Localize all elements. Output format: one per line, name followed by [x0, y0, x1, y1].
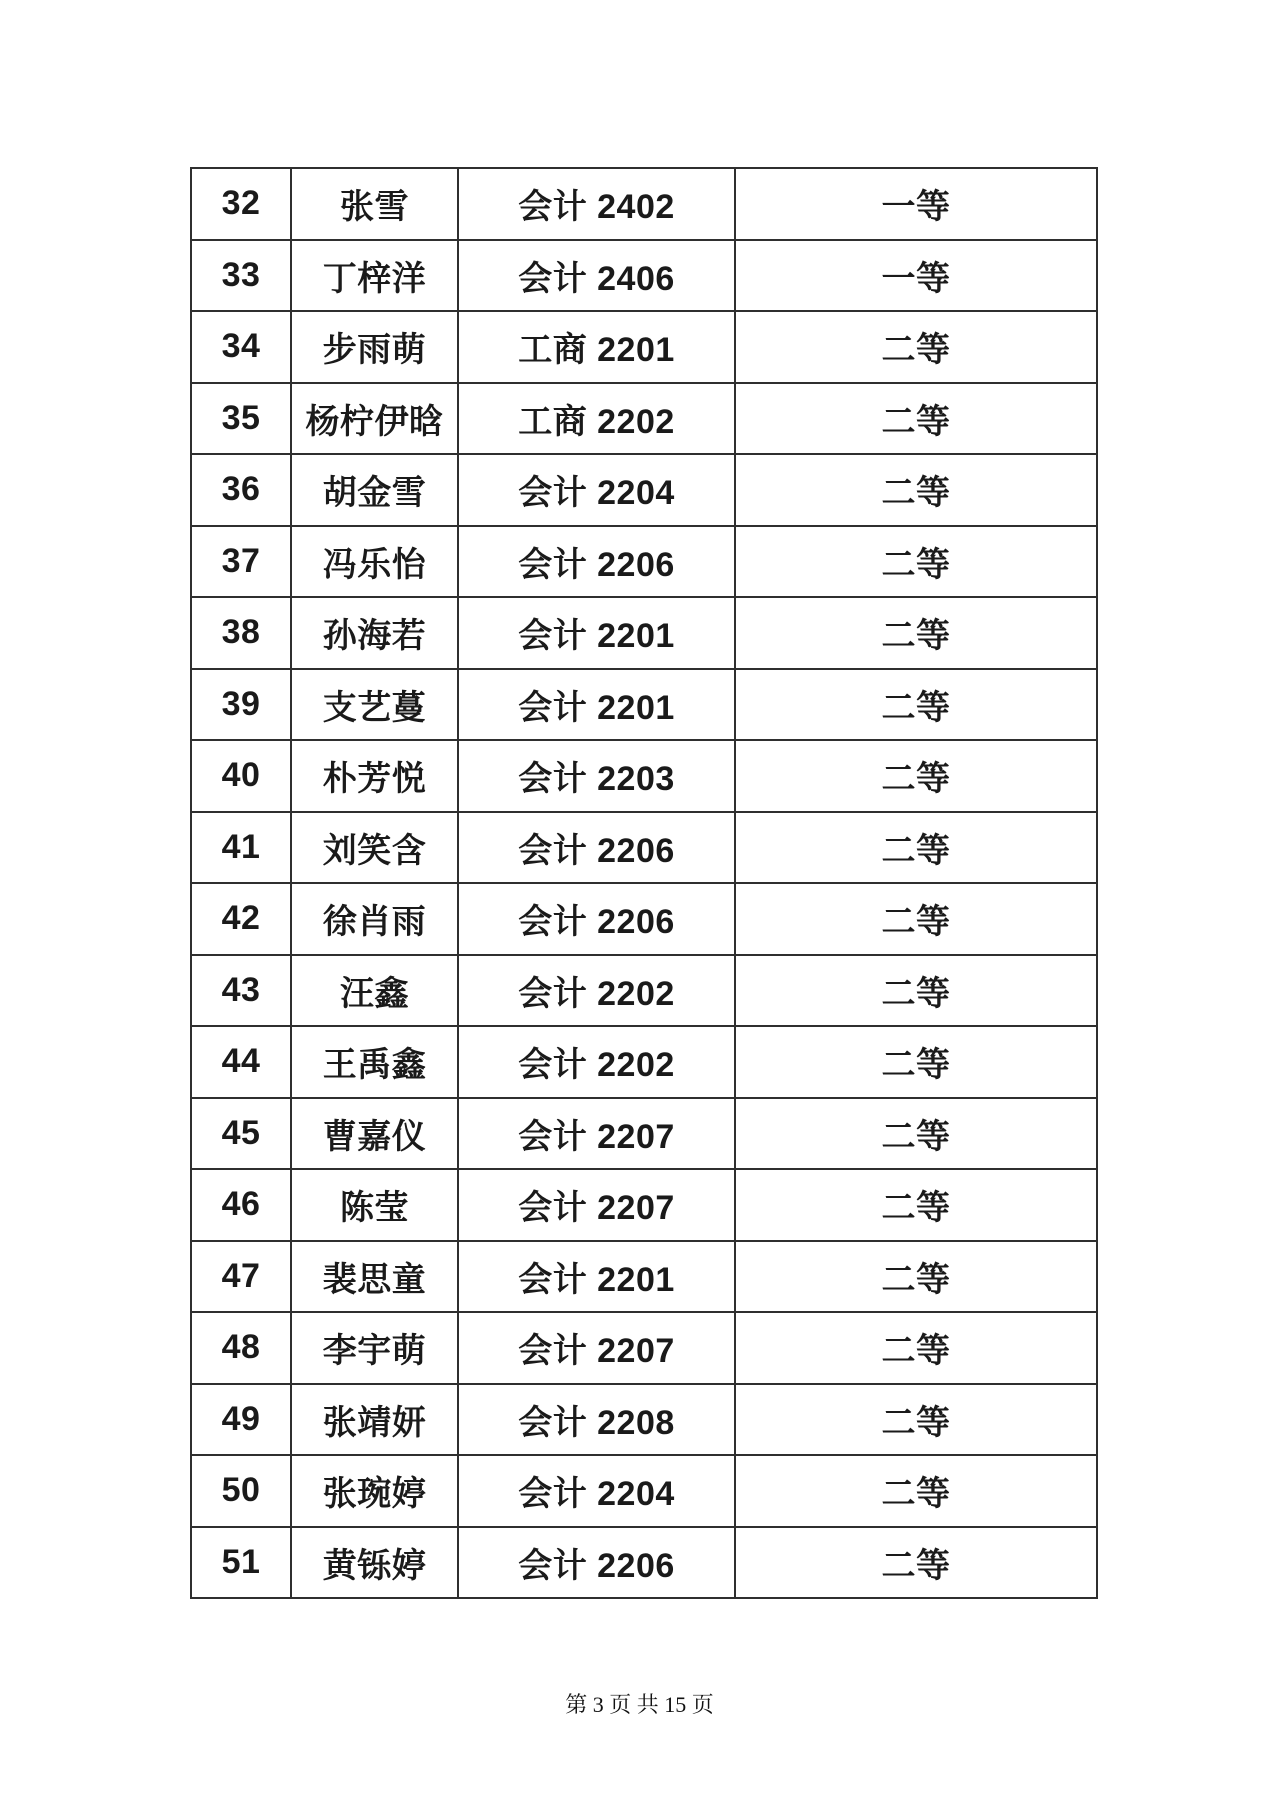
class-cell: 会计 2201: [458, 669, 735, 741]
award-cell: 二等: [735, 454, 1097, 526]
class-cell: 会计 2406: [458, 240, 735, 312]
award-table-body: [191, 168, 1097, 1598]
name-cell: 张琬婷: [291, 1455, 458, 1527]
table-row: [191, 669, 1097, 741]
row-number-cell: 45: [191, 1098, 291, 1170]
award-table: [190, 167, 1098, 1599]
award-cell: 二等: [735, 1098, 1097, 1170]
class-cell: 会计 2201: [458, 1241, 735, 1313]
award-cell: 二等: [735, 1527, 1097, 1599]
table-row: [191, 1312, 1097, 1384]
award-cell: 二等: [735, 740, 1097, 812]
row-number-cell: 42: [191, 883, 291, 955]
name-cell: 丁梓洋: [291, 240, 458, 312]
name-cell: 胡金雪: [291, 454, 458, 526]
table-row: [191, 1527, 1097, 1599]
row-number-cell: 40: [191, 740, 291, 812]
table-row: [191, 1455, 1097, 1527]
class-cell: 会计 2204: [458, 1455, 735, 1527]
name-cell: 孙海若: [291, 597, 458, 669]
award-cell: 二等: [735, 1026, 1097, 1098]
row-number-cell: 47: [191, 1241, 291, 1313]
table-row: [191, 812, 1097, 884]
row-number-cell: 51: [191, 1527, 291, 1599]
name-cell: 徐肖雨: [291, 883, 458, 955]
award-cell: 一等: [735, 240, 1097, 312]
award-cell: 二等: [735, 1455, 1097, 1527]
row-number-cell: 46: [191, 1169, 291, 1241]
class-cell: 工商 2202: [458, 383, 735, 455]
table-row: [191, 955, 1097, 1027]
table-row: [191, 1169, 1097, 1241]
table-row: [191, 311, 1097, 383]
name-cell: 步雨萌: [291, 311, 458, 383]
name-cell: 裴思童: [291, 1241, 458, 1313]
name-cell: 陈莹: [291, 1169, 458, 1241]
class-cell: 会计 2206: [458, 1527, 735, 1599]
award-cell: 二等: [735, 1384, 1097, 1456]
name-cell: 王禹鑫: [291, 1026, 458, 1098]
name-cell: 李宇萌: [291, 1312, 458, 1384]
name-cell: 曹嘉仪: [291, 1098, 458, 1170]
row-number-cell: 32: [191, 168, 291, 240]
table-row: [191, 1241, 1097, 1313]
name-cell: 汪鑫: [291, 955, 458, 1027]
award-cell: 二等: [735, 883, 1097, 955]
name-cell: 杨柠伊晗: [291, 383, 458, 455]
row-number-cell: 33: [191, 240, 291, 312]
table-row: [191, 1384, 1097, 1456]
award-cell: 一等: [735, 168, 1097, 240]
award-cell: 二等: [735, 955, 1097, 1027]
row-number-cell: 39: [191, 669, 291, 741]
name-cell: 黄铄婷: [291, 1527, 458, 1599]
table-row: [191, 1026, 1097, 1098]
class-cell: 会计 2206: [458, 526, 735, 598]
name-cell: 张靖妍: [291, 1384, 458, 1456]
name-cell: 刘笑含: [291, 812, 458, 884]
award-cell: 二等: [735, 1312, 1097, 1384]
class-cell: 会计 2206: [458, 812, 735, 884]
table-row: [191, 740, 1097, 812]
class-cell: 会计 2208: [458, 1384, 735, 1456]
award-cell: 二等: [735, 669, 1097, 741]
class-cell: 会计 2207: [458, 1169, 735, 1241]
name-cell: 朴芳悦: [291, 740, 458, 812]
table-row: [191, 240, 1097, 312]
page-number-footer: 第 3 页 共 15 页: [565, 1692, 714, 1717]
award-cell: 二等: [735, 597, 1097, 669]
class-cell: 会计 2203: [458, 740, 735, 812]
table-row: [191, 168, 1097, 240]
name-cell: 支艺蔓: [291, 669, 458, 741]
row-number-cell: 36: [191, 454, 291, 526]
table-row: [191, 383, 1097, 455]
row-number-cell: 44: [191, 1026, 291, 1098]
class-cell: 会计 2206: [458, 883, 735, 955]
row-number-cell: 48: [191, 1312, 291, 1384]
award-cell: 二等: [735, 812, 1097, 884]
row-number-cell: 41: [191, 812, 291, 884]
name-cell: 张雪: [291, 168, 458, 240]
row-number-cell: 38: [191, 597, 291, 669]
award-cell: 二等: [735, 1169, 1097, 1241]
table-row: [191, 526, 1097, 598]
class-cell: 工商 2201: [458, 311, 735, 383]
class-cell: 会计 2202: [458, 955, 735, 1027]
row-number-cell: 34: [191, 311, 291, 383]
award-cell: 二等: [735, 383, 1097, 455]
row-number-cell: 35: [191, 383, 291, 455]
award-cell: 二等: [735, 526, 1097, 598]
row-number-cell: 37: [191, 526, 291, 598]
class-cell: 会计 2402: [458, 168, 735, 240]
award-cell: 二等: [735, 311, 1097, 383]
table-row: [191, 454, 1097, 526]
row-number-cell: 49: [191, 1384, 291, 1456]
class-cell: 会计 2202: [458, 1026, 735, 1098]
award-cell: 二等: [735, 1241, 1097, 1313]
table-row: [191, 597, 1097, 669]
table-row: [191, 883, 1097, 955]
class-cell: 会计 2207: [458, 1312, 735, 1384]
row-number-cell: 43: [191, 955, 291, 1027]
class-cell: 会计 2201: [458, 597, 735, 669]
table-row: [191, 1098, 1097, 1170]
class-cell: 会计 2204: [458, 454, 735, 526]
row-number-cell: 50: [191, 1455, 291, 1527]
name-cell: 冯乐怡: [291, 526, 458, 598]
class-cell: 会计 2207: [458, 1098, 735, 1170]
